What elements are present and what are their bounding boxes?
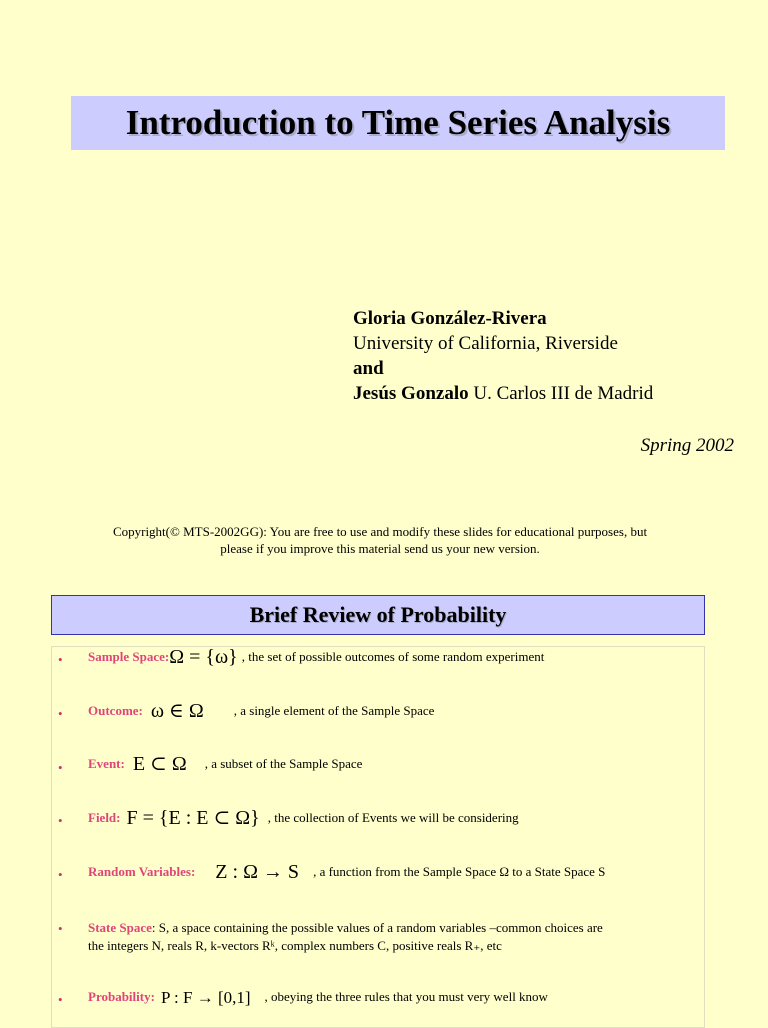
list-item-state-space-continued: the integers N, reals R, k-vectors Rᵏ, complex numbers C, positive reals R₊, etc — [88, 938, 502, 953]
list-item-sample-space — [88, 648, 738, 666]
page-title: Introduction to Time Series Analysis — [125, 103, 671, 142]
semester-label: Spring 2002 — [640, 435, 734, 456]
bullet-icon: • — [58, 813, 63, 828]
term-label: Event — [88, 756, 121, 771]
term-separator: : — [164, 649, 170, 664]
item-text: , a single element of the Sample Space — [233, 703, 435, 718]
author-1-name: Gloria González-Rivera — [353, 308, 547, 329]
term-separator: : — [116, 810, 121, 825]
math-expression: P : F → [0,1] — [160, 988, 251, 1007]
bullet-icon: • — [58, 921, 63, 936]
list-item-probability — [88, 988, 738, 1007]
term-label: Outcome — [88, 703, 139, 718]
term-label: Random Variables — [88, 864, 191, 879]
section-banner — [51, 595, 705, 635]
term-label: Sample Space — [88, 649, 165, 664]
list-item-state-space — [88, 919, 738, 937]
section-title: Brief Review of Probability — [249, 602, 507, 627]
list-item-random-variables — [88, 863, 738, 881]
copyright-notice — [40, 523, 720, 557]
item-text: , the set of possible outcomes of some random experiment — [241, 649, 545, 664]
term-separator: : — [190, 864, 196, 879]
bullet-icon: • — [58, 992, 63, 1007]
item-text: , the collection of Events we will be considering — [267, 810, 519, 825]
and-connector: and — [353, 358, 384, 379]
math-expression: F = {E : E ⊂ Ω} — [126, 807, 260, 829]
item-text: : S, a space containing the possible values of a random variables –common choices are — [151, 920, 603, 935]
author-2-affiliation: U. Carlos III de Madrid — [473, 383, 654, 404]
bullet-icon: • — [58, 706, 63, 721]
term-label: State Space — [88, 920, 152, 935]
title-banner — [71, 96, 725, 150]
term-label: Field — [88, 810, 117, 825]
item-text: , a function from the Sample Space Ω to a State Space S — [313, 864, 606, 879]
list-item-field — [88, 809, 738, 827]
math-expression: E ⊂ Ω — [132, 753, 187, 775]
copyright-line-2: please if you improve this material send us your new version. — [220, 541, 540, 556]
copyright-line-1: Copyright(© MTS-2002GG): You are free to use and modify these slides for educational purposes, but — [112, 524, 648, 539]
term-separator: : — [120, 756, 125, 771]
list-item-outcome — [88, 702, 738, 720]
bullet-icon: • — [58, 760, 63, 775]
bullet-icon: • — [58, 867, 63, 882]
term-separator: : — [138, 703, 143, 718]
list-item-event — [88, 755, 738, 773]
term-label: Probability — [88, 989, 151, 1004]
math-expression: Ω = {ω} — [169, 646, 238, 668]
author-1-affiliation: University of California, Riverside — [353, 333, 618, 354]
author-2-name: Jesús Gonzalo — [353, 383, 469, 404]
item-text: , a subset of the Sample Space — [204, 756, 363, 771]
term-separator: : — [150, 989, 155, 1004]
author-block — [353, 306, 653, 406]
bullet-icon: • — [58, 652, 63, 667]
math-expression: Z : Ω → S — [215, 861, 300, 883]
item-text: , obeying the three rules that you must very well know — [264, 989, 548, 1004]
math-expression: ω ∈ Ω — [150, 700, 204, 722]
